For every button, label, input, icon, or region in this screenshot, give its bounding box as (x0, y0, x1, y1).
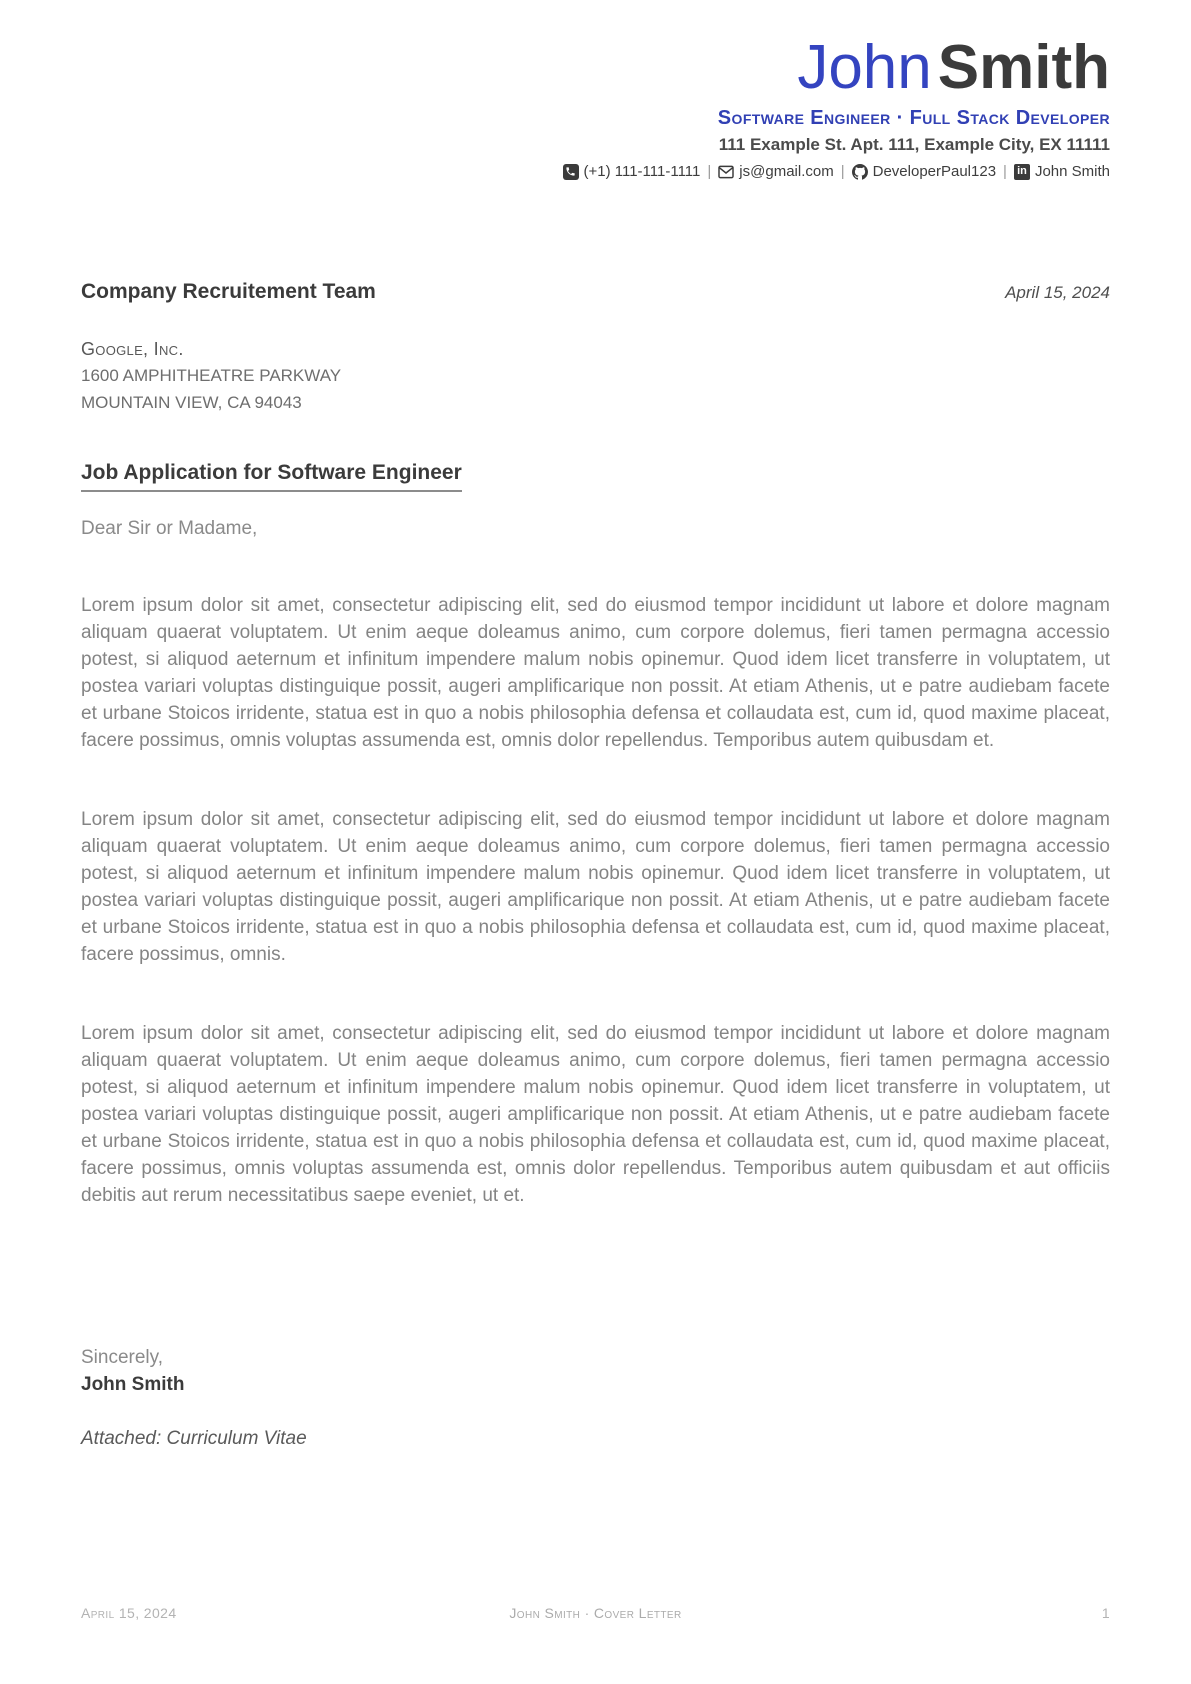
email-icon (718, 165, 734, 179)
footer-title: John Smith · Cover Letter (509, 1605, 682, 1621)
github-username: DeveloperPaul123 (872, 163, 997, 180)
contact-line (81, 163, 1110, 180)
last-name: Smith (937, 33, 1110, 102)
email-address: js@gmail.com (739, 163, 834, 180)
closing-block (81, 1344, 1110, 1398)
recipient-heading: Company Recruitement Team (81, 280, 376, 303)
greeting: Dear Sir or Madame, (81, 518, 258, 539)
letter-date: April 15, 2024 (1005, 283, 1110, 302)
company-address-line-1: 1600 AMPHITHEATRE PARKWAY (81, 366, 342, 385)
page-footer (81, 1605, 1110, 1621)
body-paragraph-2: Lorem ipsum dolor sit amet, consectetur adipiscing elit, sed do eiusmod tempor incididunt ut labore et dolore magnam aliquam quaerat voluptatem. Ut enim aeque doleamus animo, cum corpore dolemus, fieri tamen permagna accessio potest, si aliquod aeternum et infinitum impendere malum nobis opinemur. Quod idem licet transferre in voluptatem, ut postea variari voluptas distinguique possit, augeri amplificarique non possit. At etiam Athenis, ut e patre audiebam facete et urbane Stoicos irridente, statua est in quo a nobis philosophia defensa et collaudata est, cum id, quod maxime placeat, facere possimus, omnis. (81, 809, 1110, 965)
body-paragraph-1: Lorem ipsum dolor sit amet, consectetur adipiscing elit, sed do eiusmod tempor incididunt ut labore et dolore magnam aliquam quaerat voluptatem. Ut enim aeque doleamus animo, cum corpore dolemus, fieri tamen permagna accessio potest, si aliquod aeternum et infinitum impendere malum nobis opinemur. Quod idem licet transferre in voluptatem, ut postea variari voluptas distinguique possit, augeri amplificarique non possit. At etiam Athenis, ut e patre audiebam facete et urbane Stoicos irridente, statua est in quo a nobis philosophia defensa et collaudata est, cum id, quod maxime placeat, facere possimus, omnis voluptas assumenda est, omnis dolor repellendus. Temporibus autem quibusdam et. (81, 595, 1110, 751)
separator: | (707, 163, 712, 180)
linkedin-icon (1014, 164, 1030, 180)
postal-address: 111 Example St. Apt. 111, Example City, EX 11111 (718, 135, 1110, 154)
email-contact (718, 163, 833, 180)
person-name (81, 33, 1110, 102)
job-subtitle: Software Engineer · Full Stack Developer (717, 107, 1110, 129)
letter-title-wrap (81, 461, 1110, 492)
github-contact (852, 163, 996, 180)
signature-name: John Smith (81, 1374, 185, 1395)
separator: | (840, 163, 845, 180)
footer-date: April 15, 2024 (81, 1605, 177, 1621)
body-paragraph-3: Lorem ipsum dolor sit amet, consectetur adipiscing elit, sed do eiusmod tempor incididunt ut labore et dolore magnam aliquam quaerat voluptatem. Ut enim aeque doleamus animo, cum corpore dolemus, fieri tamen permagna accessio potest, si aliquod aeternum et infinitum impendere malum nobis opinemur. Quod idem licet transferre in voluptatem, ut postea variari voluptas distinguique possit, augeri amplificarique non possit. At etiam Athenis, ut e patre audiebam facete et urbane Stoicos irridente, statua est in quo a nobis philosophia defensa et collaudata est, cum id, quod maxime placeat, facere possimus, omnis voluptas assumenda est, omnis dolor repellendus. Temporibus autem quibusdam et aut officiis debitis aut rerum necessitatibus saepe eveniet, ut et. (81, 1023, 1110, 1206)
header (0, 0, 1191, 180)
phone-number: (+1) 111-111-1111 (583, 163, 701, 180)
company-address-line-2: MOUNTAIN VIEW, CA 94043 (81, 393, 302, 412)
linkedin-in-glyph: in (1017, 165, 1027, 177)
separator: | (1003, 163, 1007, 180)
linkedin-name: John Smith (1034, 163, 1110, 180)
first-name: John (797, 33, 932, 102)
company-address-block (81, 336, 1110, 416)
recipient-row (81, 280, 1110, 304)
phone-icon (563, 164, 579, 180)
attachment-note: Attached: Curriculum Vitae (81, 1428, 307, 1449)
github-icon (852, 164, 868, 180)
footer-page-number: 1 (1101, 1605, 1111, 1621)
letter-title: Job Application for Software Engineer (81, 461, 462, 492)
phone-contact (563, 163, 701, 180)
closing-word: Sincerely, (81, 1347, 164, 1368)
linkedin-contact (1014, 163, 1110, 180)
company-name: Google, Inc. (81, 339, 184, 359)
